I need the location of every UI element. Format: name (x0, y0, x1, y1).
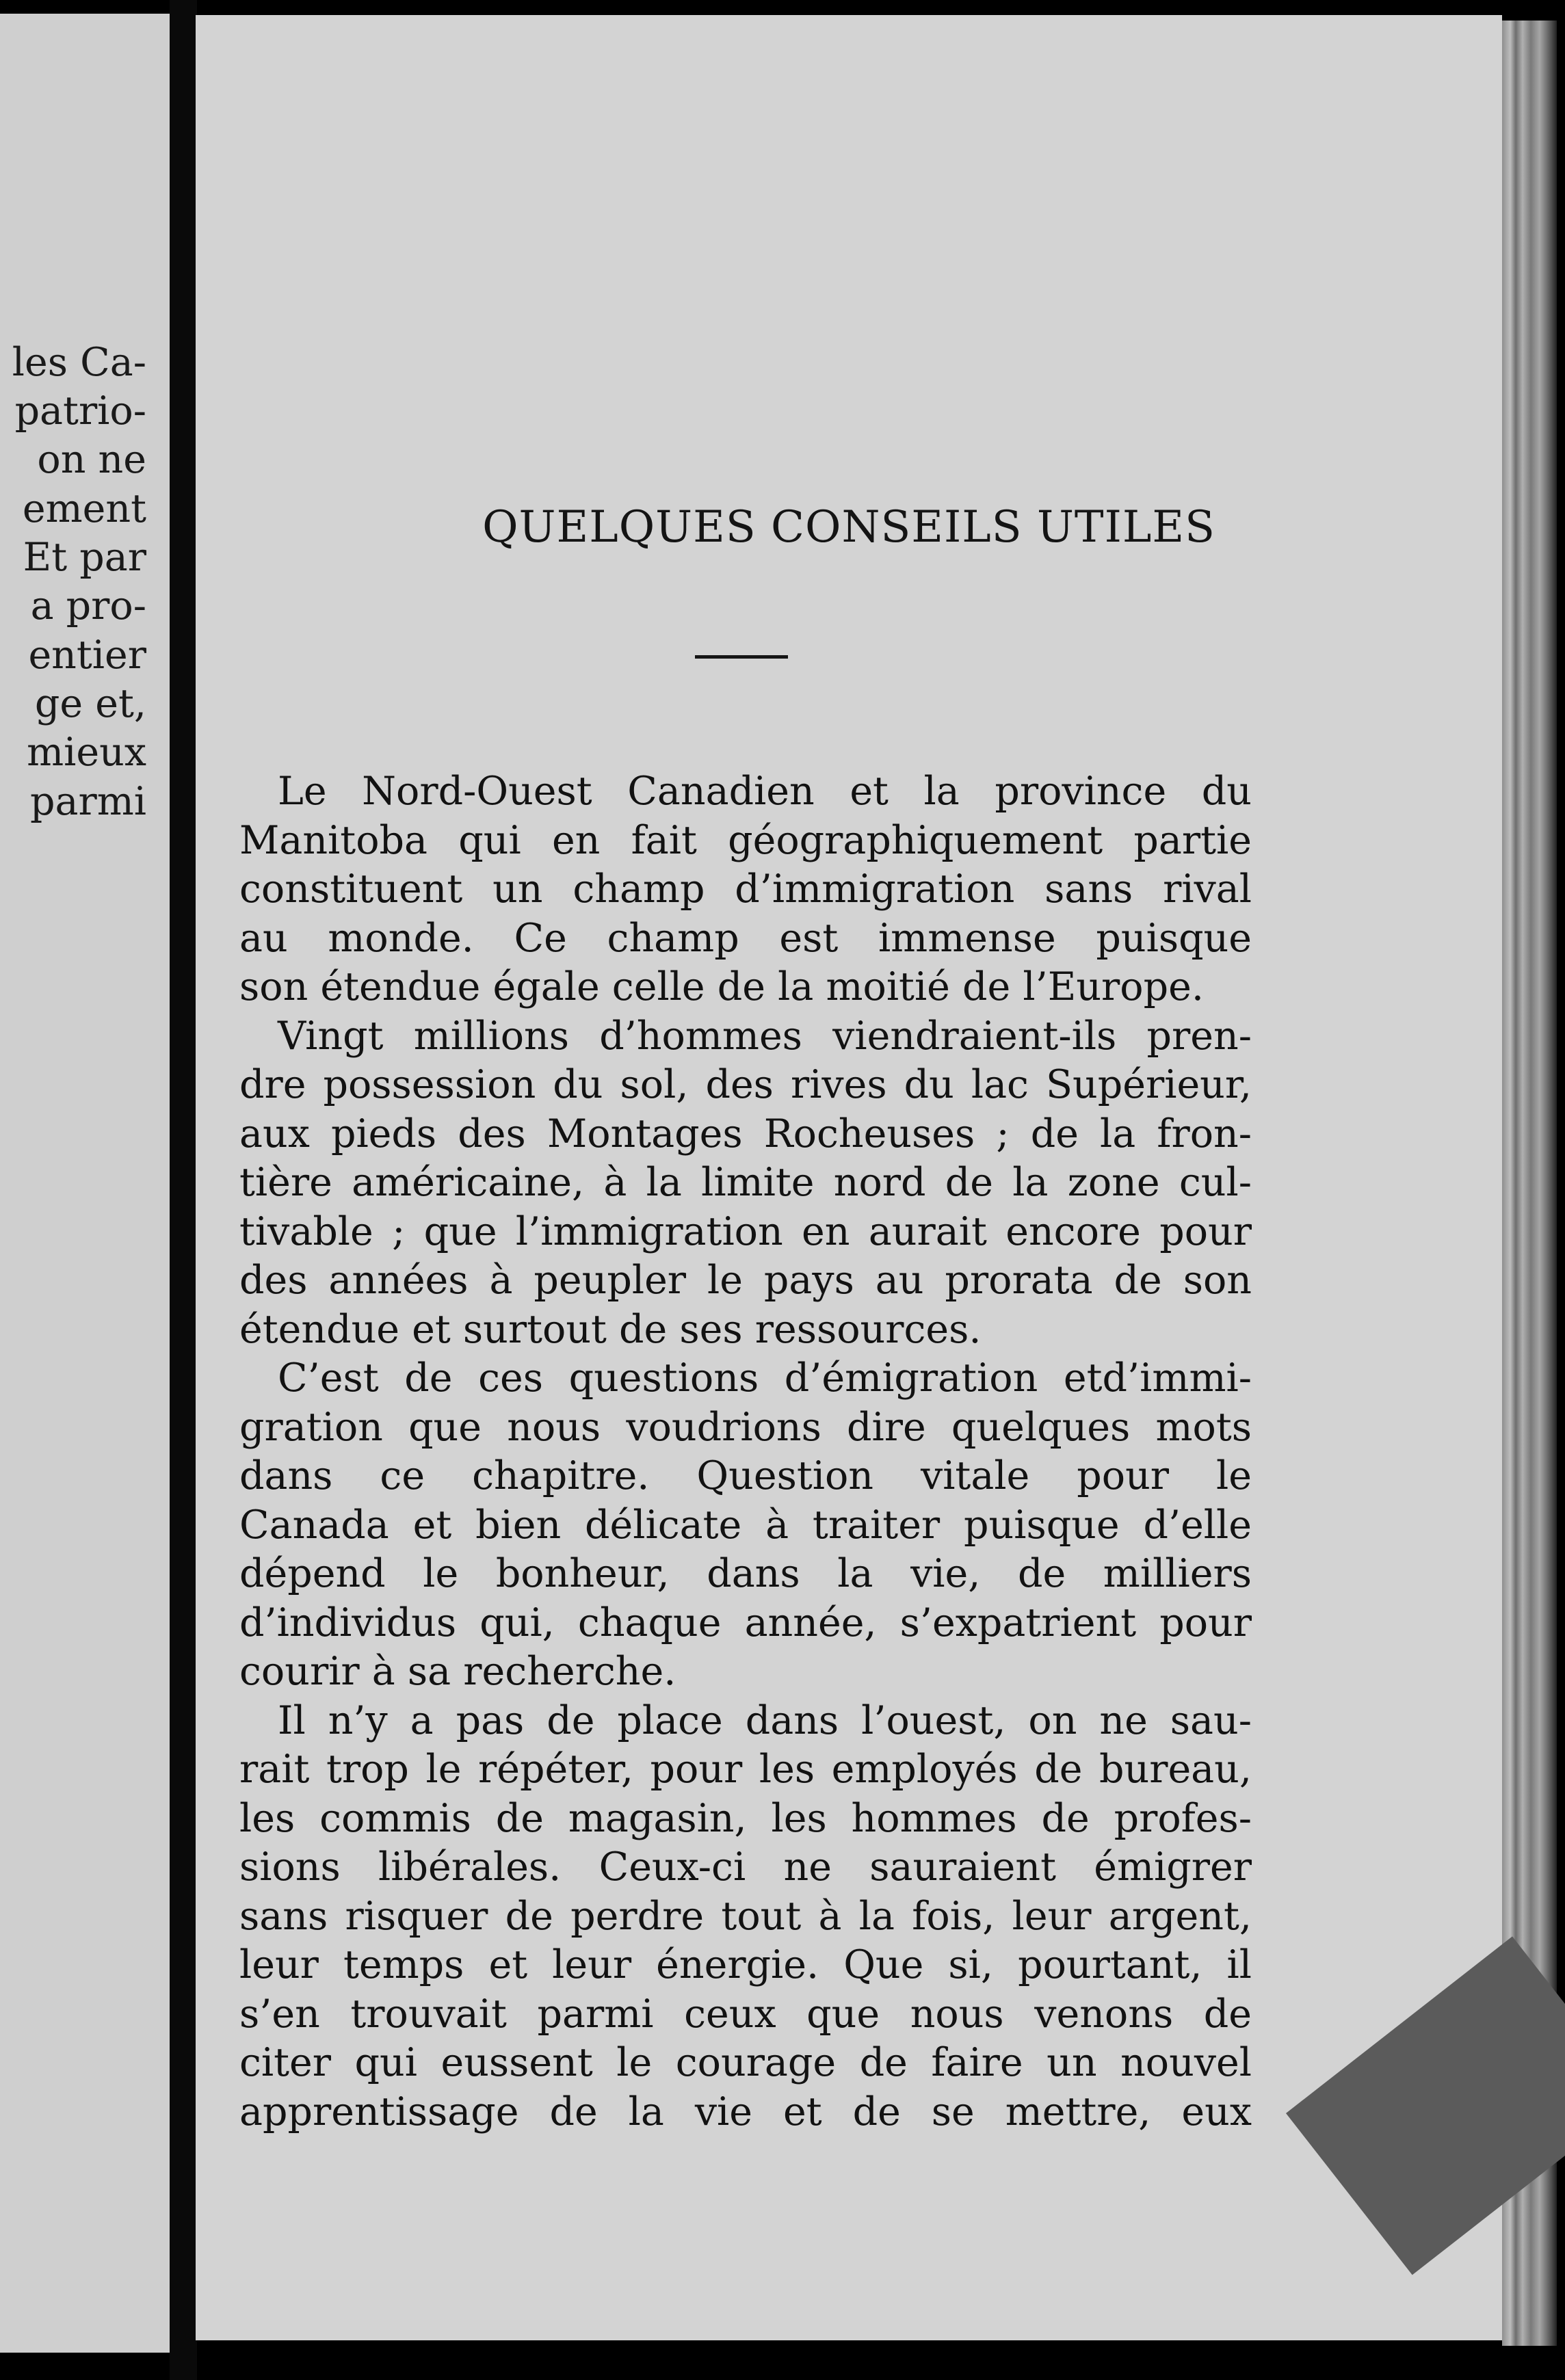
text-line: au monde. Ce champ est immense puisque (239, 915, 1252, 961)
previous-page-line: ge et, (34, 681, 146, 726)
book-page (196, 15, 1502, 2340)
text-line: étendue et surtout de ses ressources. (239, 1306, 982, 1352)
text-line: Manitoba qui en fait géographiquement partie (239, 817, 1252, 863)
text-line: Le Nord-Ouest Canadien et la province du (278, 769, 1252, 814)
text-line: Canada et bien délicate à traiter puisque d’elle (239, 1502, 1252, 1548)
text-line: C’est de ces questions d’émigration etd’immi- (278, 1356, 1252, 1401)
text-line: constituent un champ d’immigration sans rival (239, 867, 1252, 912)
text-line: des années à peupler le pays au prorata de son (239, 1258, 1252, 1303)
text-line: sions libérales. Ceux-ci ne sauraient émigrer (239, 1844, 1252, 1890)
text-line: apprentissage de la vie et de se mettre, eux (239, 2089, 1252, 2134)
previous-page-line: ement (22, 486, 146, 531)
text-line: aux pieds des Montages Rocheuses ; de la fron- (239, 1111, 1252, 1156)
text-line: d’individus qui, chaque année, s’expatrient pour (239, 1600, 1252, 1645)
text-line: sans risquer de perdre tout à la fois, leur argent, (239, 1893, 1252, 1939)
text-line: tivable ; que l’immigration en aurait encore pour (239, 1208, 1252, 1254)
text-line: dre possession du sol, des rives du lac Supérieur, (239, 1062, 1252, 1107)
text-line: son étendue égale celle de la moitié de l’Europe. (239, 964, 1204, 1009)
text-line: dans ce chapitre. Question vitale pour le (239, 1453, 1252, 1498)
text-line: leur temps et leur énergie. Que si, pourtant, il (239, 1942, 1252, 1987)
previous-page-line: patrio- (14, 388, 146, 434)
previous-page-line: on ne (37, 437, 146, 482)
text-line: les commis de magasin, les hommes de profes- (239, 1795, 1252, 1841)
previous-page-line: parmi (30, 779, 146, 824)
text-line: dépend le bonheur, dans la vie, de milliers (239, 1551, 1252, 1596)
text-line: citer qui eussent le courage de faire un nouvel (239, 2040, 1252, 2085)
text-line: courir à sa recherche. (239, 1649, 676, 1694)
previous-page-line: entier (28, 633, 146, 678)
text-line: rait trop le répéter, pour les employés de bureau, (239, 1747, 1252, 1792)
text-line: Il n’y a pas de place dans l’ouest, on ne sau- (278, 1697, 1252, 1743)
book-gutter (170, 0, 197, 2380)
previous-page-line: Et par (23, 535, 146, 580)
text-line: gration que nous voudrions dire quelques mots (239, 1404, 1252, 1450)
chapter-title: QUELQUES CONSEILS UTILES (482, 502, 1215, 553)
text-line: tière américaine, à la limite nord de la zone cul- (239, 1160, 1252, 1205)
body-text (239, 767, 1252, 2137)
previous-page-line: a pro- (30, 583, 146, 629)
previous-page-line: les Ca- (12, 340, 146, 385)
previous-page-fragment (0, 14, 171, 2353)
title-rule (695, 655, 788, 659)
text-line: s’en trouvait parmi ceux que nous venons de (239, 1991, 1252, 2037)
previous-page-line: mieux (27, 730, 146, 775)
text-line: Vingt millions d’hommes viendraient-ils pren- (278, 1013, 1252, 1059)
